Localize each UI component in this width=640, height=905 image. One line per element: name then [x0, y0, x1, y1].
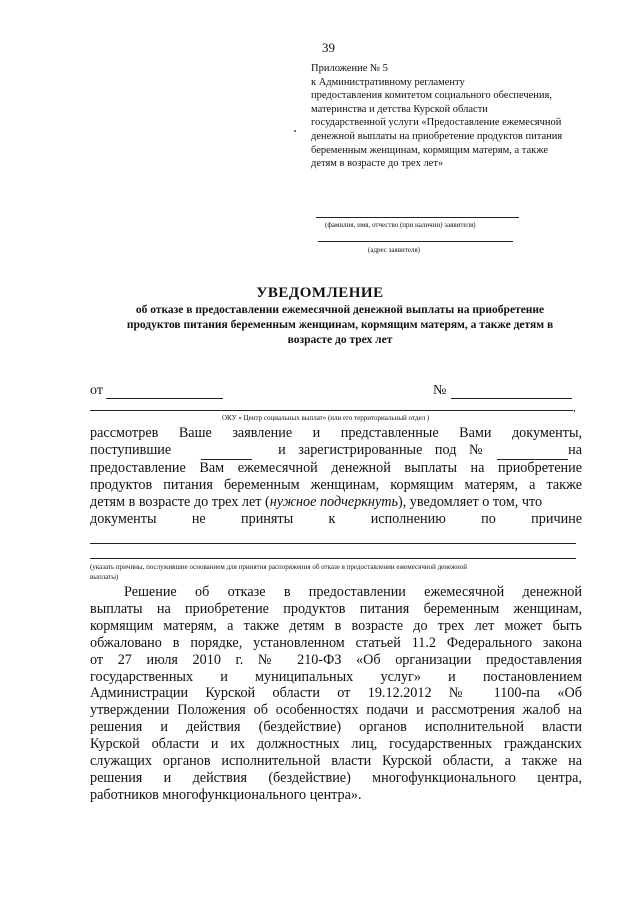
- reason-line[interactable]: [90, 558, 576, 559]
- applicant-name-line[interactable]: [316, 217, 519, 218]
- appeal-paragraph: [90, 584, 582, 804]
- appeal-line: утверждении Положения об особенностях подачи и рассмотрения жалоб на: [90, 702, 582, 719]
- appendix-line: беременным женщинам, кормящим матерям, а также: [311, 144, 548, 156]
- body-word: документы: [90, 510, 157, 527]
- registration-number-field[interactable]: [497, 442, 569, 460]
- reason-line[interactable]: [90, 543, 576, 544]
- applicant-address-line[interactable]: [318, 241, 513, 242]
- appeal-line: государственных и муниципальных услуг» и постановлением: [90, 668, 582, 685]
- body-word: и: [312, 425, 321, 441]
- reason-caption-line: (указать причины, послужившие основанием для принятия распоряжения об отказе в предоставлении ежемесячной денежной: [90, 563, 467, 571]
- organization-line[interactable]: [90, 410, 573, 411]
- appeal-line: Курской области и их должностных лиц, государственных гражданских: [90, 736, 582, 753]
- appendix-line: детям в возрасте до трех лет»: [311, 158, 444, 170]
- appendix-header: [311, 62, 601, 171]
- body-line: [90, 494, 582, 511]
- organization-caption: ОКУ « Центр социальных выплат» (или его территориальный отдел ): [222, 414, 430, 422]
- body-text: ), уведомляет о том, что: [397, 493, 543, 510]
- appeal-line: Решение об отказе в предоставлении ежемесячной денежной: [124, 584, 582, 600]
- body-line: [90, 425, 582, 442]
- appeal-line: от 27 июля 2010 г. № 210-ФЗ «Об организации предоставления: [90, 651, 582, 668]
- number-field[interactable]: [451, 398, 572, 399]
- appendix-line: к Административному регламенту: [311, 76, 465, 88]
- number-label: №: [433, 383, 447, 398]
- body-word: к: [328, 510, 336, 527]
- body-text: детям в возрасте до трех лет (: [90, 493, 270, 510]
- body-word: Вами: [459, 425, 492, 441]
- subtitle-line: об отказе в предоставлении ежемесячной денежной выплаты на приобретение: [135, 304, 545, 316]
- appendix-line: государственной услуги «Предоставление ежемесячной: [311, 117, 562, 129]
- body-word: Ваше: [178, 425, 212, 441]
- appeal-line: выплаты на приобретение продуктов питания беременным женщинам,: [90, 600, 582, 617]
- body-word: представленные: [340, 425, 439, 441]
- body-line: предоставление Вам ежемесячной денежной выплаты на приобретение: [90, 459, 582, 476]
- body-word: приняты: [241, 510, 294, 527]
- appeal-line: кормящим матерям, а также детям в возрасте до трех лет может быть: [90, 617, 582, 634]
- body-line: продуктов питания беременным женщинам, кормящим матерям, а также: [90, 476, 582, 493]
- received-label: поступившие: [90, 441, 172, 458]
- date-field[interactable]: [106, 398, 223, 399]
- body-word: заявление: [232, 425, 293, 441]
- underline-hint: нужное подчеркнуть: [269, 493, 398, 510]
- body-word: документы,: [511, 425, 583, 441]
- body-word: исполнению: [370, 510, 446, 527]
- notice-body: [90, 425, 582, 527]
- body-word: по: [481, 510, 496, 527]
- subtitle-line: продуктов питания беременным женщинам, кормящим матерям, а также детям в: [126, 319, 554, 331]
- document-subtitle: [80, 303, 600, 348]
- appeal-line: служащих органов исполнительной власти Курской области, а также на: [90, 753, 582, 770]
- subtitle-line: возрасте до трех лет: [287, 334, 393, 346]
- comma-mark: ,: [573, 402, 576, 414]
- appendix-line: материнства и детства Курской области: [311, 103, 488, 115]
- registered-label: и зарегистрированные под №: [278, 441, 483, 458]
- appendix-line: предоставления комитетом социального обеспечения,: [311, 90, 553, 102]
- appendix-line: денежной выплаты на приобретение продуктов питания: [311, 130, 563, 142]
- body-word: не: [191, 510, 206, 527]
- body-word: причине: [531, 510, 583, 527]
- appendix-line: Приложение № 5: [311, 63, 388, 74]
- document-title: УВЕДОМЛЕНИЕ: [256, 285, 384, 301]
- scan-speck: [294, 130, 296, 132]
- for-label: на: [568, 441, 582, 458]
- applicant-address-caption: (адрес заявителя): [368, 246, 420, 254]
- appeal-line: решения и действия (бездействие) органов исполнительной власти: [90, 719, 582, 736]
- appeal-line: решения и действия (бездействие) многофункционального центра,: [90, 769, 582, 786]
- from-label: от: [90, 383, 103, 398]
- appeal-line: обжаловано в порядке, установленном статьей 11.2 Федерального закона: [90, 634, 582, 651]
- appeal-line: работников многофункционального центра».: [90, 786, 362, 803]
- appeal-line: Администрации Курской области от 19.12.2012 № 1100-па «Об: [90, 685, 582, 702]
- reason-caption-line: выплаты): [90, 573, 119, 581]
- body-line: [90, 511, 582, 528]
- page-number: 39: [322, 40, 335, 55]
- body-word: рассмотрев: [90, 425, 159, 441]
- applicant-name-caption: (фамилия, имя, отчество (при наличии) заявителя): [325, 221, 476, 229]
- reason-caption: [90, 562, 582, 582]
- received-date-field[interactable]: [201, 442, 252, 460]
- body-line: [90, 442, 582, 460]
